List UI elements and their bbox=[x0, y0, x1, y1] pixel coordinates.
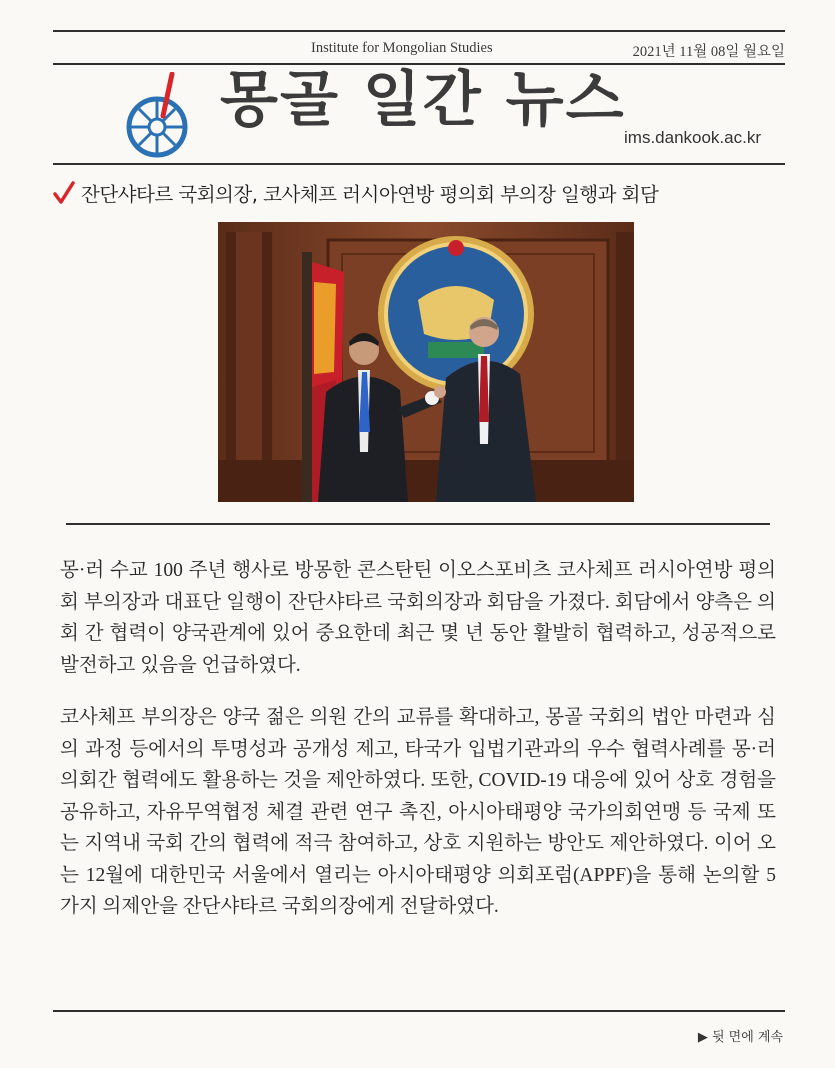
issue-date: 2021년 11월 08일 월요일 bbox=[632, 44, 785, 60]
masthead-top-rule bbox=[53, 30, 785, 32]
footer-rule bbox=[53, 1010, 785, 1012]
title-bottom-rule bbox=[53, 163, 785, 165]
article-headline: 잔단샤타르 국회의장, 코사체프 러시아연방 평의회 부의장 일행과 회담 bbox=[81, 183, 659, 206]
photo-bottom-rule bbox=[66, 523, 770, 525]
institute-name: Institute for Mongolian Studies bbox=[311, 40, 493, 56]
website-url[interactable]: ims.dankook.ac.kr bbox=[624, 128, 761, 147]
article-headline-row bbox=[53, 176, 793, 210]
masthead-meta-row bbox=[53, 38, 785, 60]
dharma-wheel-logo-icon bbox=[122, 72, 194, 160]
newspaper-title: 몽골 일간 뉴스 bbox=[220, 65, 626, 135]
article-paragraph-1: 몽·러 수교 100 주년 행사로 방몽한 콘스탄틴 이오스포비츠 코사체프 러시아연방 평의회 부의장과 대표단 일행이 잔단샤타르 국회의장과 회담을 가졌다. 회담에서 양측은 의회 간 협력이 양국관계에 있어 중요한데 최근 몇 년 동안 활발히 협력하고, 성공적으로 발전하고 있음을 언급하였다. bbox=[60, 560, 776, 676]
continued-notice: ▶ 뒷 면에 계속 bbox=[697, 1030, 783, 1045]
article-photo bbox=[218, 222, 634, 502]
checkmark-icon bbox=[53, 181, 75, 205]
article-paragraph-2: 코사체프 부의장은 양국 젊은 의원 간의 교류를 확대하고, 몽골 국회의 법안 마련과 심의 과정 등에서의 투명성과 공개성 제고, 타국가 입법기관과의 우수 협력사례를 몽·러 의회간 협력에도 활용하는 것을 제안하였다. 또한, COVID-19 대응에 있어 상호 경험을 공유하고, 자유무역협정 체결 관련 연구 촉진, 아시아태평양 국가의회연맹 등 국제 또는 지역내 국회 간의 협력에 적극 참여하고, 상호 지원하는 방안도 제안하였다. 이어 오는 12월에 대한민국 서울에서 열리는 아시아태평양 의회포럼(APPF)을 통해 논의할 5가지 의제안을 잔단샤타르 국회의장에게 전달하였다. bbox=[60, 707, 776, 917]
